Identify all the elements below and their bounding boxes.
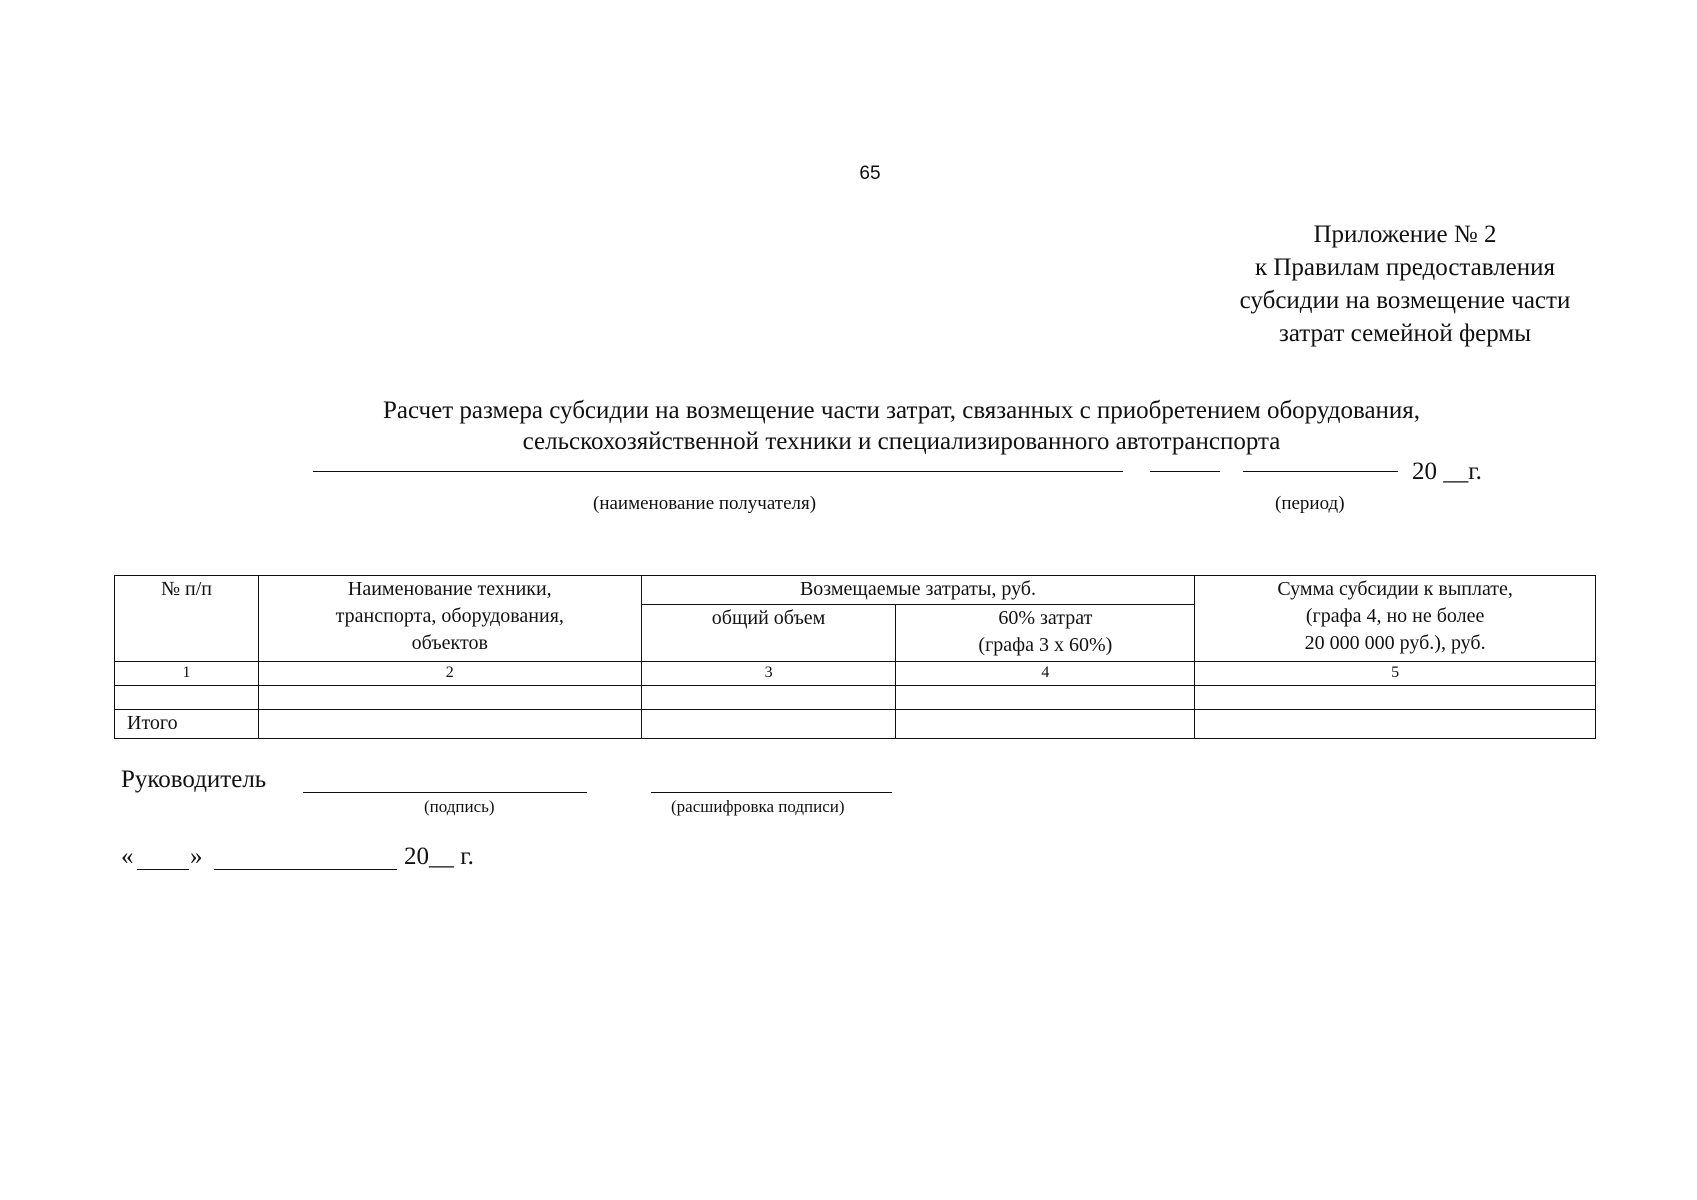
signature-decode-line[interactable] [651,792,892,793]
table-cell[interactable] [1195,686,1596,710]
period-year: 20 __г. [1412,458,1482,485]
header-sixty-line: (графа 3 х 60%) [978,634,1113,656]
title-line-2: сельскохозяйственной техники и специализированного автотранспорта [522,428,1281,455]
signature-caption: (подпись) [424,797,495,816]
appendix-header [1205,218,1605,350]
column-number: 2 [258,662,641,686]
signature-decode-caption: (расшифровка подписи) [671,797,845,816]
column-number: 3 [641,662,896,686]
table-cell[interactable] [115,686,259,710]
header-sixty-line: 60% затрат [998,607,1093,629]
period-long-line [1243,471,1398,472]
header-subsidy-sum [1195,576,1596,662]
header-subsidy-line: (графа 4, но не более [1305,605,1485,627]
table-cell[interactable] [641,710,896,739]
date-close-quote: » [190,843,203,870]
header-name-line: Наименование техники, [347,578,552,600]
header-reimbursed: Возмещаемые затраты, руб. [641,576,1195,605]
column-number: 5 [1195,662,1596,686]
total-row [115,710,1596,739]
table-row [115,686,1596,710]
signature-line[interactable] [303,792,587,793]
column-number: 4 [896,662,1195,686]
date-open-quote: « [121,843,134,870]
header-number: № п/п [115,576,259,662]
table-cell[interactable] [258,710,641,739]
date-year: 20__ г. [404,843,474,870]
table-cell[interactable] [258,686,641,710]
header-name-line: транспорта, оборудования, [335,605,564,627]
appendix-line: затрат семейной фермы [1278,320,1531,347]
table-cell[interactable] [896,710,1195,739]
title-line-1: Расчет размера субсидии на возмещение части затрат, связанных с приобретением оборудования, [382,397,1421,424]
period-short-line [1150,471,1220,472]
head-label: Руководитель [121,766,267,793]
table-cell[interactable] [896,686,1195,710]
appendix-line: к Правилам предоставления [1254,254,1556,281]
recipient-name-caption: (наименование получателя) [593,493,817,514]
table-cell[interactable] [641,686,896,710]
header-subsidy-line: Сумма субсидии к выплате, [1277,578,1513,600]
document-title [300,395,1503,457]
header-total-volume: общий объем [641,605,896,662]
header-name [258,576,641,662]
subsidy-calculation-table [114,575,1596,739]
header-sixty-percent [896,605,1195,662]
total-label: Итого [115,710,259,739]
header-subsidy-line: 20 000 000 руб.), руб. [1304,632,1486,654]
page-number: 65 [859,163,881,184]
appendix-line: Приложение № 2 [1313,221,1497,248]
date-month-line[interactable] [214,869,397,870]
appendix-line: субсидии на возмещение части [1239,287,1571,314]
date-day-line[interactable] [137,869,189,870]
table-cell[interactable] [1195,710,1596,739]
column-number: 1 [115,662,259,686]
header-name-line: объектов [411,632,488,654]
period-caption: (период) [1275,493,1345,514]
recipient-name-line [313,471,1123,472]
